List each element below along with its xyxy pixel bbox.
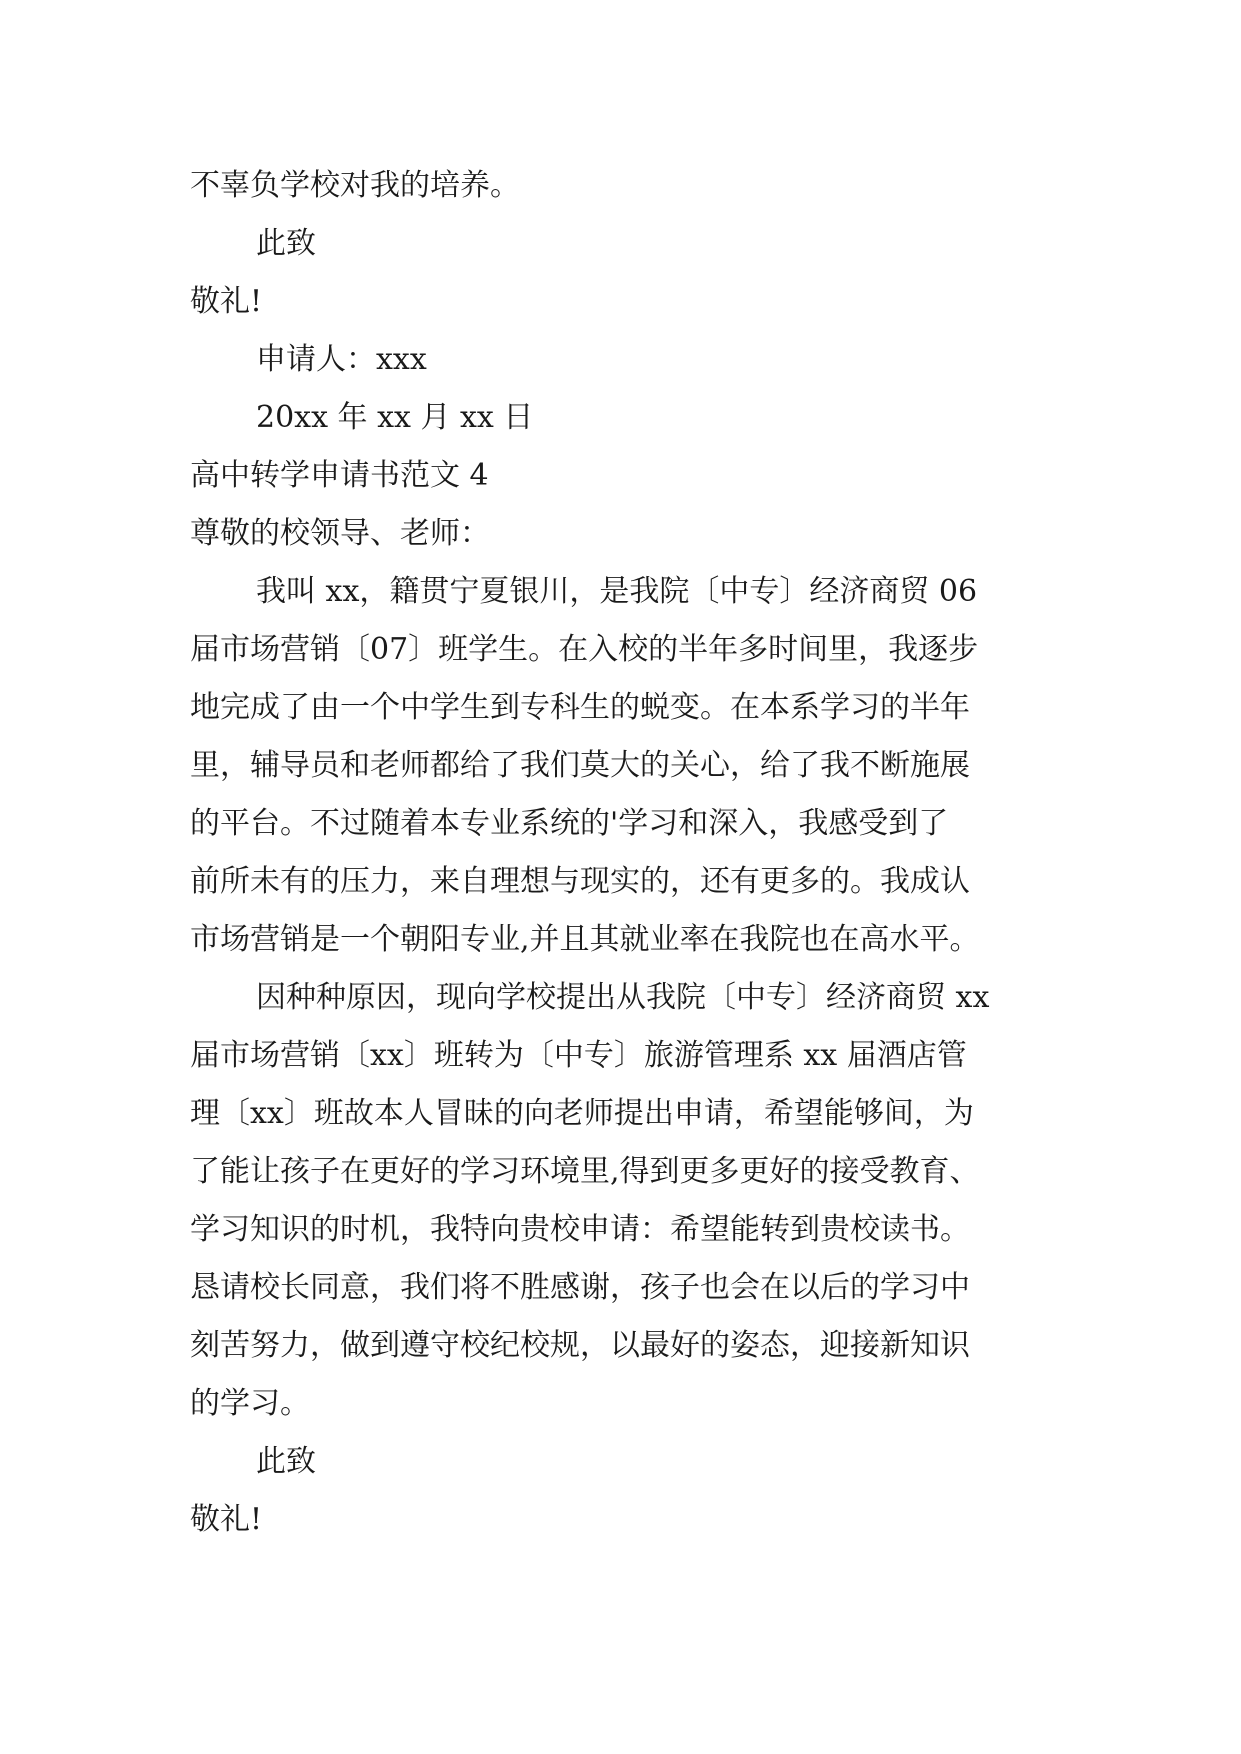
body-line: 理〔xx〕班故本人冒昧的向老师提出申请，希望能够间，为 (190, 1096, 974, 1131)
body-line: 地完成了由一个中学生到专科生的蜕变。在本系学习的半年 (190, 690, 970, 725)
body-line: 不辜负学校对我的培养。 (190, 168, 520, 203)
body-line: 里，辅导员和老师都给了我们莫大的关心，给了我不断施展 (190, 748, 970, 783)
body-line: 前所未有的压力，来自理想与现实的，还有更多的。我成认 (190, 864, 970, 899)
date-line: 20xx 年 xx 月 xx 日 (256, 400, 534, 435)
greeting: 尊敬的校领导、老师： (190, 516, 490, 551)
closing-salutation: 此致 (256, 226, 316, 261)
closing-regards: 敬礼! (190, 284, 263, 319)
body-line: 因种种原因，现向学校提出从我院〔中专〕经济商贸 xx (256, 980, 990, 1015)
body-line: 学习知识的时机，我特向贵校申请：希望能转到贵校读书。 (190, 1212, 970, 1247)
body-line: 刻苦努力，做到遵守校纪校规，以最好的姿态，迎接新知识 (190, 1328, 970, 1363)
body-line: 届市场营销〔07〕班学生。在入校的半年多时间里，我逐步 (190, 632, 979, 667)
closing-regards: 敬礼! (190, 1502, 263, 1537)
body-line: 市场营销是一个朝阳专业,并且其就业率在我院也在高水平。 (190, 922, 980, 957)
body-line: 我叫 xx，籍贯宁夏银川，是我院〔中专〕经济商贸 06 (256, 574, 978, 609)
section-title: 高中转学申请书范文 4 (190, 458, 489, 493)
applicant-signature: 申请人：xxx (256, 342, 427, 377)
body-line: 的平台。不过随着本专业系统的'学习和深入，我感受到了 (190, 806, 949, 841)
body-line: 了能让孩子在更好的学习环境里,得到更多更好的接受教育、 (190, 1154, 980, 1189)
body-line: 恳请校长同意，我们将不胜感谢，孩子也会在以后的学习中 (190, 1270, 970, 1305)
body-line: 届市场营销〔xx〕班转为〔中专〕旅游管理系 xx 届酒店管 (190, 1038, 967, 1073)
closing-salutation: 此致 (256, 1444, 316, 1479)
body-line: 的学习。 (190, 1386, 310, 1421)
